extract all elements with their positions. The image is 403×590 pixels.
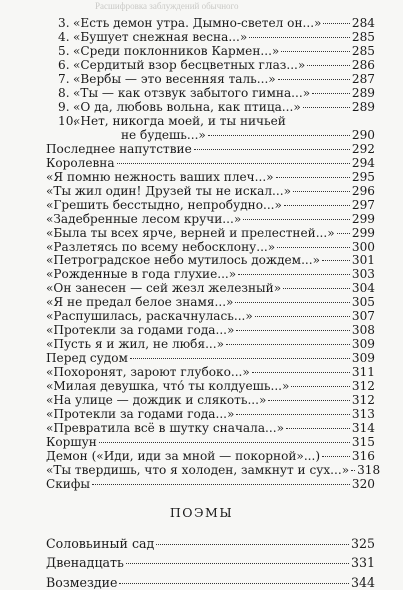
dot-leader (286, 428, 350, 429)
page-number: 316 (351, 449, 375, 464)
page-number: 313 (351, 407, 375, 422)
toc-entry (46, 337, 375, 351)
entry-title: «Ты — как отзвук забытого гимна...» (73, 85, 311, 100)
entry-number: 7. (58, 71, 70, 86)
page-number: 320 (351, 477, 375, 491)
toc-entry (46, 267, 375, 281)
page-number: 331 (350, 555, 375, 571)
page-number: 286 (351, 57, 375, 72)
page-number: 304 (351, 281, 375, 296)
toc-entry-multiline (58, 114, 286, 128)
toc-entry (58, 30, 375, 44)
toc-entry (46, 463, 381, 478)
page-number: 292 (351, 141, 375, 156)
toc-entry (46, 421, 375, 435)
entry-title: «Есть демон утра. Дымно-светел он...» (73, 16, 322, 30)
dot-leader (293, 191, 350, 192)
entry-title: «Ты твердишь, что я холоден, замкнут и сух...» (46, 463, 350, 478)
entry-title: «О да, любовь вольна, как птица...» (73, 99, 301, 114)
entry-title: «Я не предал белое знамя...» (46, 295, 234, 310)
entry-title: «Распушилась, раскачнулась...» (46, 309, 253, 324)
dot-leader (283, 288, 350, 289)
page-number: 297 (351, 197, 375, 212)
toc-entry (46, 226, 375, 240)
entry-title: Демон («Иди, иди за мной — покорной»...) (46, 449, 321, 464)
page-number: 289 (351, 85, 375, 100)
page-number: 312 (351, 393, 375, 408)
dot-leader (243, 219, 350, 220)
toc-entry (46, 295, 375, 309)
entry-number: 4. (58, 29, 70, 44)
dot-leader (236, 414, 350, 415)
entry-title: Скифы (46, 477, 90, 491)
dot-leader (156, 544, 349, 545)
dot-leader (235, 302, 349, 303)
toc-entry (46, 351, 375, 365)
entry-number: 8. (58, 85, 70, 100)
entry-title: «Милая девушка, что́ ты колдуешь...» (46, 379, 290, 394)
dot-leader (249, 37, 350, 38)
dot-leader (322, 456, 350, 457)
entry-title: Возмездие (46, 574, 118, 590)
page-number: 285 (351, 43, 375, 58)
toc-entry (121, 128, 375, 142)
dot-leader (322, 260, 350, 261)
toc-entry (46, 365, 375, 379)
entry-title: «На улице — дождик и слякоть...» (46, 393, 267, 408)
toc-entry (46, 212, 375, 226)
entry-title: «Превратила всё в шутку сначала...» (46, 421, 284, 436)
dot-leader (236, 330, 350, 331)
toc-entry (46, 449, 375, 463)
toc-entry (46, 240, 375, 254)
page-number: 308 (351, 323, 375, 338)
entry-title: «Протекли за годами года...» (46, 407, 235, 422)
dot-leader (268, 400, 350, 401)
toc-entry (58, 100, 375, 114)
toc-entry (46, 156, 375, 170)
entry-number: 10. (58, 113, 78, 128)
entry-title: «Была ты всех ярче, верней и прелестней...» (46, 225, 335, 240)
page-number: 295 (351, 169, 375, 184)
toc-entry (58, 86, 375, 100)
entry-title: «Вербы — это весенняя таль...» (73, 71, 276, 86)
entry-title: Соловьиный сад (46, 535, 155, 551)
toc-entry (46, 198, 375, 212)
page-number: 303 (351, 267, 375, 282)
toc-entry (46, 477, 375, 491)
toc-entry (46, 142, 375, 156)
dot-leader (255, 316, 350, 317)
page-number: 300 (351, 239, 375, 254)
dot-leader (278, 79, 350, 80)
page-number: 294 (351, 155, 375, 170)
toc-entry (46, 576, 375, 590)
dot-leader (130, 358, 350, 359)
entry-title: «Рожденные в года глухие...» (46, 267, 237, 282)
entry-title: «Я помню нежность ваших плеч...» (46, 169, 274, 184)
entry-title: Двенадцать (46, 555, 124, 571)
entry-title: не будешь...» (121, 127, 206, 142)
dot-leader (303, 107, 350, 108)
dot-leader (126, 563, 349, 564)
dot-leader (307, 65, 350, 66)
entry-title: «Сердитый взор бесцветных глаз...» (73, 57, 306, 72)
page-number: 296 (351, 183, 375, 198)
entry-title: Королевна (46, 155, 115, 170)
entry-title: «Похоронят, зароют глубоко...» (46, 365, 250, 380)
dot-leader (252, 372, 350, 373)
dot-leader (208, 135, 350, 136)
toc-entry (46, 309, 375, 323)
toc-entry (46, 407, 375, 421)
dot-leader (281, 51, 350, 52)
page-number: 344 (350, 574, 375, 590)
toc-entry (46, 393, 375, 407)
page-number: 290 (351, 127, 375, 142)
dot-leader (337, 233, 350, 234)
page-number: 318 (357, 463, 381, 478)
dot-leader (117, 163, 350, 164)
page-number: 314 (351, 421, 375, 436)
entry-title: «Протекли за годами года...» (46, 323, 235, 338)
entry-title: «Петроградское небо мутилось дождем...» (46, 253, 321, 268)
entry-title: «Ты жил один! Друзей ты не искал...» (46, 183, 291, 198)
dot-leader (323, 23, 349, 24)
section-heading: ПОЭМЫ (169, 504, 234, 520)
page-number: 305 (351, 295, 375, 310)
page-number: 289 (351, 99, 375, 114)
dot-leader (194, 149, 350, 150)
entry-title: Последнее напутствие (46, 141, 192, 156)
toc-entry (58, 44, 375, 58)
toc-entry (46, 435, 375, 449)
page-number: 312 (351, 379, 375, 394)
dot-leader (312, 93, 350, 94)
toc-entry (46, 556, 375, 570)
toc-entry (46, 281, 375, 295)
entry-number: 3. (58, 16, 70, 30)
entry-title: «Бушует снежная весна...» (73, 29, 248, 44)
toc-entry (46, 323, 375, 337)
entry-title: «Задебренные лесом кручи...» (46, 211, 242, 226)
toc-entry (46, 170, 375, 184)
toc-entry (46, 253, 375, 267)
dot-leader (226, 344, 350, 345)
entry-title: «Грешить бесстыдно, непробудно...» (46, 197, 282, 212)
page-number: 315 (351, 435, 375, 450)
dot-leader (351, 470, 355, 471)
entry-number: 5. (58, 43, 70, 58)
dot-leader (92, 484, 350, 485)
page-number: 284 (351, 16, 375, 30)
toc-entry (58, 16, 375, 30)
toc-entry (46, 184, 375, 198)
toc-entry (58, 58, 375, 72)
dot-leader (284, 205, 350, 206)
page-number: 301 (351, 253, 375, 268)
dot-leader (238, 274, 350, 275)
page-number: 325 (350, 535, 375, 551)
page-number: 287 (351, 71, 375, 86)
toc-entry (46, 379, 375, 393)
page-number: 309 (351, 337, 375, 352)
entry-title: «Разлетясь по всему небосклону...» (46, 239, 276, 254)
toc-entry (46, 537, 375, 551)
entry-title-line1: «Нет, никогда моей, и ты ничьей (73, 113, 286, 128)
entry-title: «Пусть я и жил, не любя...» (46, 337, 225, 352)
dot-leader (119, 583, 349, 584)
page-number: 309 (351, 351, 375, 366)
dot-leader (99, 442, 350, 443)
dot-leader (291, 386, 349, 387)
page-number: 299 (351, 211, 375, 226)
page-number: 307 (351, 309, 375, 324)
bleed-through-header: Расшифровка заблуждений обычного (95, 1, 239, 11)
entry-title: Перед судом (46, 351, 128, 366)
entry-number: 9. (58, 99, 70, 114)
page-number: 285 (351, 29, 375, 44)
dot-leader (276, 177, 350, 178)
entry-title: Коршун (46, 435, 97, 450)
entry-title: «Среди поклонников Кармен...» (73, 43, 280, 58)
page-number: 311 (351, 365, 375, 380)
dot-leader (277, 247, 350, 248)
entry-number: 6. (58, 57, 70, 72)
entry-title: «Он занесен — сей жезл железный» (46, 281, 282, 296)
toc-entry (58, 72, 375, 86)
page-number: 299 (351, 225, 375, 240)
